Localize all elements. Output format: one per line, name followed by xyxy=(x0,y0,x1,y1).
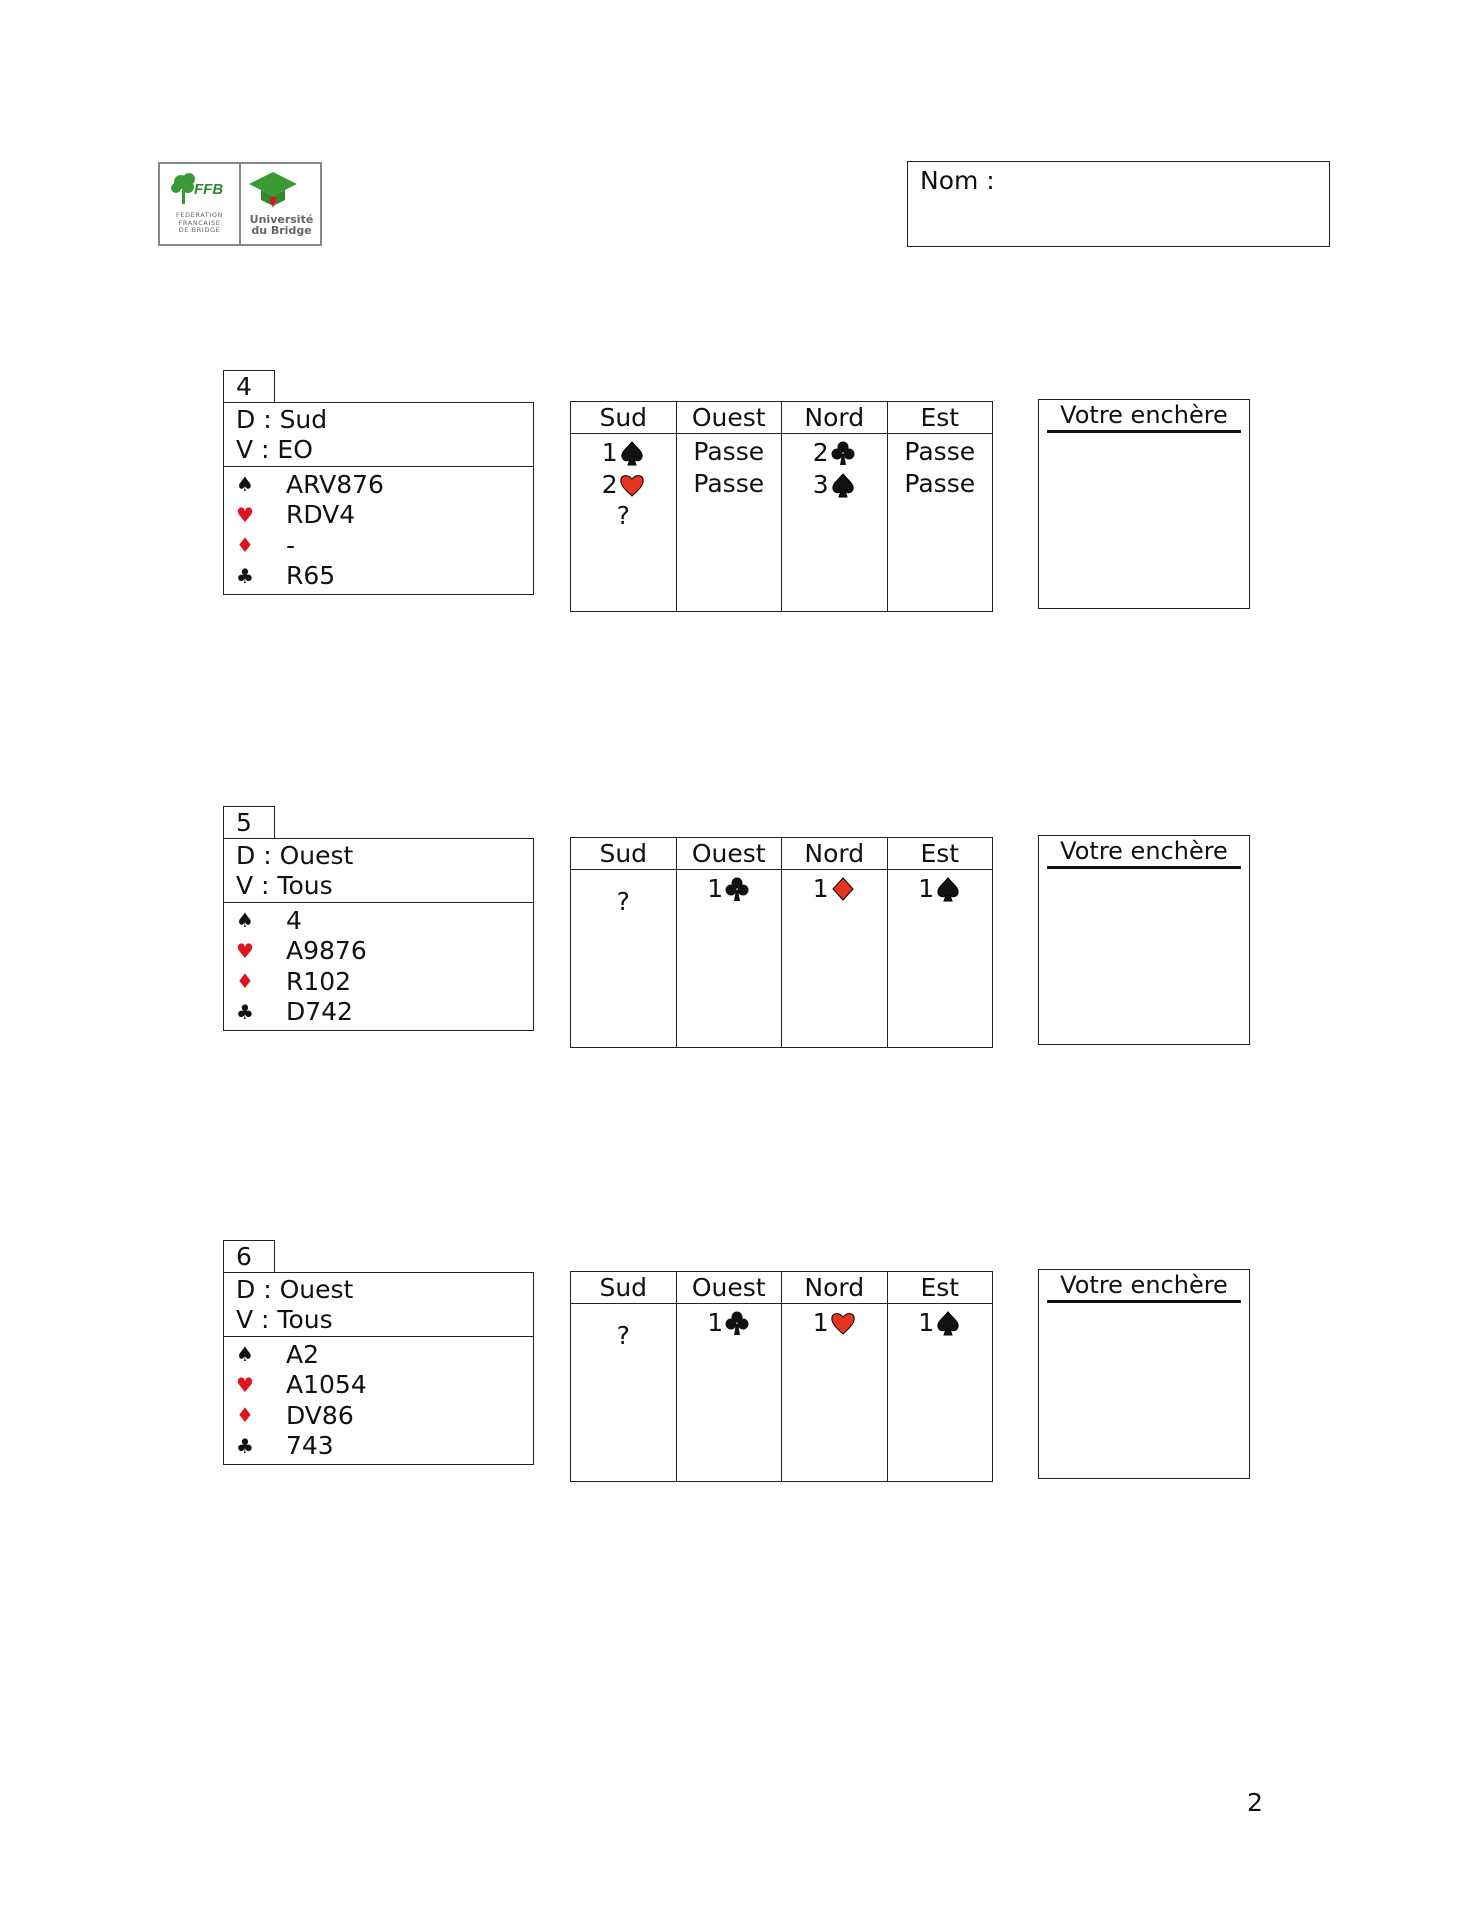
heart-icon: ♥ xyxy=(236,502,254,527)
bid xyxy=(571,468,676,500)
hand-row-diamond xyxy=(236,966,533,997)
bid-row xyxy=(571,870,993,1048)
bid-col-header: Nord xyxy=(782,838,888,870)
hand-cards: 4 xyxy=(286,905,302,935)
hand-info xyxy=(224,403,533,467)
name-label: Nom : xyxy=(920,166,995,195)
hand-cards-list xyxy=(224,467,533,594)
bid-column xyxy=(676,434,782,612)
bid-text: ? xyxy=(616,501,630,530)
bid-level: 1 xyxy=(812,1308,829,1337)
answer-box[interactable] xyxy=(1038,399,1250,609)
hand-cards: R102 xyxy=(286,966,352,996)
bid-text: Passe xyxy=(904,469,976,498)
hand-cards: - xyxy=(286,530,296,560)
hand-cards: 743 xyxy=(286,1431,334,1461)
dealer: D : Ouest xyxy=(236,841,354,870)
bid xyxy=(782,1306,887,1338)
bidding-table xyxy=(570,401,993,612)
name-field[interactable] xyxy=(907,161,1330,247)
logo xyxy=(158,162,322,246)
hand-row-diamond xyxy=(236,1400,533,1431)
graduation-cap-icon xyxy=(247,170,299,210)
diamond-icon xyxy=(830,876,856,902)
bid-header-row xyxy=(571,402,993,434)
deal-number: 4 xyxy=(223,370,275,402)
hand-row-club xyxy=(236,997,533,1028)
bid-column xyxy=(782,1304,888,1482)
bid-level: 1 xyxy=(707,1308,724,1337)
hand-row-heart xyxy=(236,1370,533,1401)
hand-cards-list xyxy=(224,1337,533,1464)
bid-column xyxy=(571,870,677,1048)
bid-text: ? xyxy=(616,1321,630,1350)
bid-level: 2 xyxy=(812,438,829,467)
club-icon: ♣ xyxy=(236,999,254,1024)
vulnerability: V : Tous xyxy=(236,1305,333,1334)
bid-column xyxy=(676,1304,782,1482)
spade-icon xyxy=(619,440,645,466)
vulnerability: V : Tous xyxy=(236,871,333,900)
hand-panel xyxy=(223,402,534,595)
ffb-logo xyxy=(160,164,239,244)
bid-col-header: Est xyxy=(887,838,993,870)
bid-col-header: Ouest xyxy=(676,1272,782,1304)
bid xyxy=(782,436,887,468)
hand-row-club xyxy=(236,1431,533,1462)
hand-cards: A9876 xyxy=(286,936,367,966)
bid-column xyxy=(887,1304,993,1482)
diamond-icon: ♦ xyxy=(236,1403,254,1428)
hand-cards: D742 xyxy=(286,997,353,1027)
bid-col-header: Sud xyxy=(571,838,677,870)
page-number: 2 xyxy=(1247,1788,1263,1817)
bidding-table xyxy=(570,1271,993,1482)
answer-label: Votre enchère xyxy=(1047,836,1241,869)
hand-cards: RDV4 xyxy=(286,500,356,530)
bid-header-row xyxy=(571,1272,993,1304)
hand-row-spade xyxy=(236,1339,533,1370)
hand-row-club xyxy=(236,561,533,592)
spade-icon xyxy=(935,876,961,902)
hand-cards: DV86 xyxy=(286,1400,354,1430)
deal-number: 6 xyxy=(223,1240,275,1272)
diamond-icon: ♦ xyxy=(236,533,254,558)
heart-icon: ♥ xyxy=(236,1372,254,1397)
hand-cards: R65 xyxy=(286,561,336,591)
club-icon xyxy=(830,440,856,466)
tree-icon xyxy=(168,172,232,206)
hand-row-heart xyxy=(236,500,533,531)
bid-level: 3 xyxy=(812,470,829,499)
bid-level: 1 xyxy=(601,438,618,467)
bid-column xyxy=(571,1304,677,1482)
spade-icon xyxy=(830,472,856,498)
hand-row-spade xyxy=(236,905,533,936)
bidding-table xyxy=(570,837,993,1048)
answer-label: Votre enchère xyxy=(1047,1270,1241,1303)
diamond-icon: ♦ xyxy=(236,969,254,994)
bid-level: 1 xyxy=(812,874,829,903)
heart-icon xyxy=(830,1310,856,1336)
heart-icon: ♥ xyxy=(236,938,254,963)
spade-icon xyxy=(935,1310,961,1336)
bid xyxy=(677,1306,782,1338)
bid-col-header: Nord xyxy=(782,1272,888,1304)
bid-row xyxy=(571,1304,993,1482)
bid-level: 2 xyxy=(601,470,618,499)
bid-col-header: Ouest xyxy=(676,402,782,434)
ffb-caption: FEDERATION FRANCAISE DE BRIDGE xyxy=(175,211,224,234)
bid-row xyxy=(571,434,993,612)
hand-info xyxy=(224,839,533,903)
hand-panel xyxy=(223,838,534,1031)
bid-level: 1 xyxy=(918,874,935,903)
bid-header-row xyxy=(571,838,993,870)
answer-box[interactable] xyxy=(1038,1269,1250,1479)
bid-column xyxy=(782,434,888,612)
hand-row-spade xyxy=(236,469,533,500)
universite-caption: Université du Bridge xyxy=(249,213,314,237)
answer-box[interactable] xyxy=(1038,835,1250,1045)
bid-col-header: Est xyxy=(887,1272,993,1304)
hand-info xyxy=(224,1273,533,1337)
hand-cards: A1054 xyxy=(286,1370,367,1400)
bid-text: Passe xyxy=(693,437,765,466)
bid xyxy=(782,468,887,500)
bid-col-header: Nord xyxy=(782,402,888,434)
bid-column xyxy=(887,870,993,1048)
club-icon xyxy=(724,876,750,902)
vulnerability: V : EO xyxy=(236,435,313,464)
dealer: D : Sud xyxy=(236,405,328,434)
spade-icon: ♠ xyxy=(236,1342,254,1367)
bid-column xyxy=(782,870,888,1048)
spade-icon: ♠ xyxy=(236,908,254,933)
bid-col-header: Sud xyxy=(571,402,677,434)
hand-row-heart xyxy=(236,936,533,967)
spade-icon: ♠ xyxy=(236,472,254,497)
bid-column xyxy=(676,870,782,1048)
bid-column xyxy=(571,434,677,612)
bid-col-header: Ouest xyxy=(676,838,782,870)
club-icon: ♣ xyxy=(236,563,254,588)
bid-col-header: Est xyxy=(887,402,993,434)
bid-text: Passe xyxy=(904,437,976,466)
spacer xyxy=(571,1306,676,1320)
hand-cards: ARV876 xyxy=(286,469,384,499)
hand-row-diamond xyxy=(236,530,533,561)
bid-text: Passe xyxy=(693,469,765,498)
universite-logo xyxy=(239,164,320,244)
spacer xyxy=(571,872,676,886)
bid xyxy=(571,436,676,468)
bid-level: 1 xyxy=(918,1308,935,1337)
hand-cards-list xyxy=(224,903,533,1030)
ffb-wordmark: FFB xyxy=(194,181,224,198)
dealer: D : Ouest xyxy=(236,1275,354,1304)
hand-panel xyxy=(223,1272,534,1465)
bid-level: 1 xyxy=(707,874,724,903)
deal-number: 5 xyxy=(223,806,275,838)
bid xyxy=(888,1306,993,1338)
bid-col-header: Sud xyxy=(571,1272,677,1304)
hand-cards: A2 xyxy=(286,1339,320,1369)
bid xyxy=(782,872,887,904)
club-icon: ♣ xyxy=(236,1433,254,1458)
answer-label: Votre enchère xyxy=(1047,400,1241,433)
bid-text: ? xyxy=(616,887,630,916)
club-icon xyxy=(724,1310,750,1336)
bid xyxy=(677,872,782,904)
bid xyxy=(888,872,993,904)
heart-icon xyxy=(619,472,645,498)
bid-column xyxy=(887,434,993,612)
